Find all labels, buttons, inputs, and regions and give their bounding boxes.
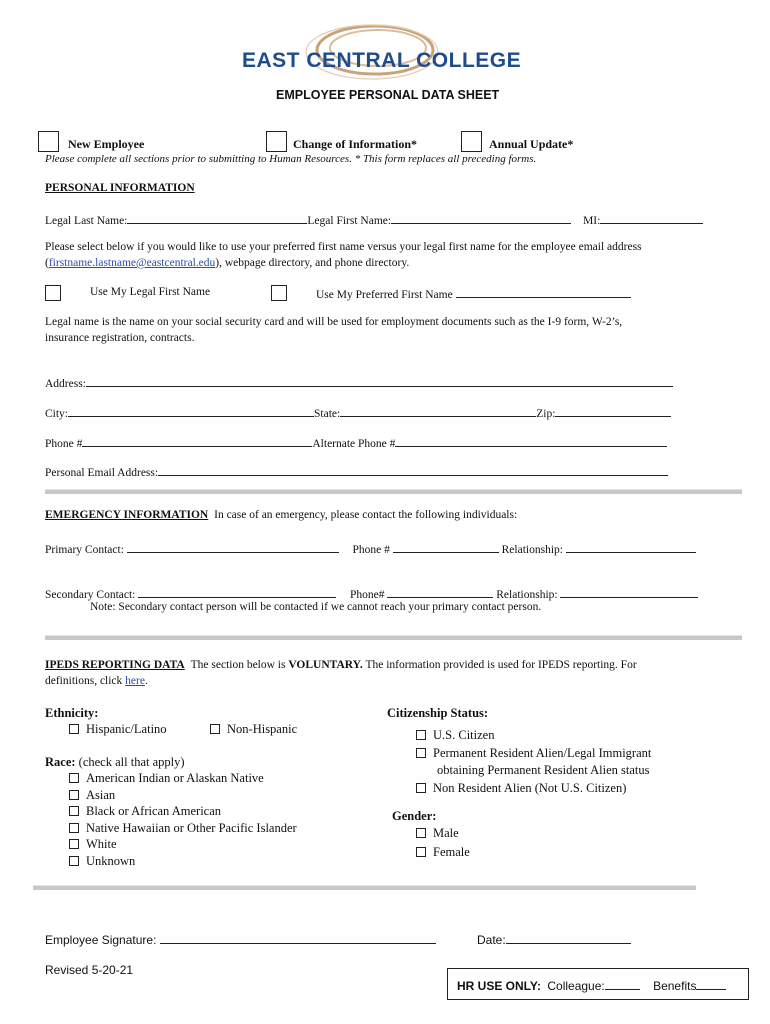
race-heading bbox=[45, 755, 185, 770]
annual-update-label: Annual Update* bbox=[489, 137, 574, 151]
citizenship-continuation: obtaining Permanent Resident Alien status bbox=[437, 763, 650, 777]
primary-phone-label: Phone # bbox=[352, 544, 390, 556]
checkbox-icon[interactable] bbox=[416, 730, 426, 740]
use-preferred-row bbox=[316, 286, 631, 301]
form-instructions: Please complete all sections prior to submitting to Human Resources. * This form replaces all preceding forms. bbox=[45, 153, 537, 165]
ethnicity-option-label: Non-Hispanic bbox=[227, 722, 298, 736]
hr-use-box bbox=[447, 968, 749, 1000]
citizenship-option-label: Permanent Resident Alien/Legal Immigrant bbox=[433, 746, 652, 760]
preferred-name-text-2: ), webpage directory, and phone directory. bbox=[215, 257, 410, 269]
last-name-label: Legal Last Name: bbox=[45, 215, 128, 227]
race-option-label: Black or African American bbox=[86, 804, 222, 818]
address-label: Address: bbox=[45, 378, 86, 390]
preferred-name-line-2 bbox=[45, 257, 409, 269]
use-preferred-label: Use My Preferred First Name bbox=[316, 289, 453, 301]
checkbox-icon[interactable] bbox=[416, 828, 426, 838]
personal-info-heading: PERSONAL INFORMATION bbox=[45, 182, 195, 194]
date-label: Date: bbox=[477, 933, 506, 947]
zip-label: Zip: bbox=[536, 408, 556, 420]
race-option-label: White bbox=[86, 837, 117, 851]
race-option[interactable] bbox=[69, 804, 297, 821]
first-name-label: Legal First Name: bbox=[307, 215, 392, 227]
email-label: Personal Email Address: bbox=[45, 467, 159, 479]
checkbox-icon[interactable] bbox=[210, 724, 220, 734]
revised-date: Revised 5-20-21 bbox=[45, 963, 134, 977]
benefits-field[interactable] bbox=[696, 978, 726, 990]
secondary-contact-field[interactable] bbox=[138, 586, 336, 598]
race-option[interactable] bbox=[69, 788, 297, 805]
gender-option-label: Male bbox=[433, 826, 459, 840]
primary-phone-field[interactable] bbox=[393, 541, 499, 553]
race-option[interactable] bbox=[69, 854, 297, 871]
checkbox-icon[interactable] bbox=[69, 773, 79, 783]
race-option[interactable] bbox=[69, 771, 297, 788]
date-row bbox=[477, 932, 631, 947]
new-employee-checkbox[interactable] bbox=[38, 131, 59, 152]
race-option-label: American Indian or Alaskan Native bbox=[86, 771, 264, 785]
citizenship-option-label: Non Resident Alien (Not U.S. Citizen) bbox=[433, 781, 627, 795]
emergency-intro: In case of an emergency, please contact the following individuals: bbox=[214, 509, 518, 521]
hr-use-row bbox=[457, 978, 726, 993]
state-field[interactable] bbox=[340, 405, 536, 417]
preferred-open: ( bbox=[45, 257, 49, 269]
colleague-field[interactable] bbox=[605, 978, 640, 990]
ipeds-intro-2: The information provided is used for IPEDS reporting. For bbox=[365, 659, 637, 671]
ipeds-heading: IPEDS REPORTING DATA bbox=[45, 659, 185, 671]
secondary-contact-note: Note: Secondary contact person will be contacted if we cannot reach your primary contact person. bbox=[90, 601, 542, 613]
secondary-contact-row bbox=[45, 586, 698, 601]
race-note: (check all that apply) bbox=[78, 755, 185, 769]
state-label: State: bbox=[314, 408, 341, 420]
signature-field[interactable] bbox=[160, 932, 436, 944]
preferred-name-text-1: Please select below if you would like to use your preferred first name versus your legal first name for the employee email address bbox=[45, 241, 642, 253]
ipeds-intro-1: The section below is bbox=[190, 659, 286, 671]
benefits-label: Benefits bbox=[653, 979, 697, 993]
legal-name-note-2: insurance registration, contracts. bbox=[45, 332, 195, 344]
alt-phone-label: Alternate Phone # bbox=[312, 438, 396, 450]
new-employee-label: New Employee bbox=[68, 137, 145, 151]
secondary-relationship-field[interactable] bbox=[560, 586, 698, 598]
checkbox-icon[interactable] bbox=[69, 790, 79, 800]
secondary-phone-label: Phone# bbox=[350, 589, 385, 601]
email-field[interactable] bbox=[158, 464, 668, 476]
checkbox-icon[interactable] bbox=[69, 806, 79, 816]
secondary-relationship-label: Relationship: bbox=[496, 589, 558, 601]
race-option[interactable] bbox=[69, 821, 297, 838]
legal-name-row bbox=[45, 212, 703, 227]
ipeds-intro-3: definitions, click bbox=[45, 675, 123, 687]
email-format-link[interactable]: firstname.lastname@eastcentral.edu bbox=[48, 257, 216, 269]
ipeds-voluntary: VOLUNTARY. bbox=[288, 659, 363, 671]
citizenship-option-label: U.S. Citizen bbox=[433, 728, 495, 742]
race-option[interactable] bbox=[69, 837, 297, 854]
definitions-period: . bbox=[144, 675, 148, 687]
citizenship-option-nonresident[interactable] bbox=[416, 781, 626, 796]
city-label: City: bbox=[45, 408, 69, 420]
address-field[interactable] bbox=[86, 375, 673, 387]
use-legal-label: Use My Legal First Name bbox=[90, 286, 211, 298]
city-row bbox=[45, 405, 671, 420]
secondary-phone-field[interactable] bbox=[387, 586, 493, 598]
definitions-link[interactable]: here bbox=[125, 675, 145, 687]
checkbox-icon[interactable] bbox=[69, 839, 79, 849]
primary-contact-row bbox=[45, 541, 696, 556]
zip-field[interactable] bbox=[555, 405, 671, 417]
emergency-heading-row bbox=[45, 509, 517, 521]
phone-field[interactable] bbox=[82, 435, 312, 447]
ipeds-definitions-row bbox=[45, 675, 148, 687]
ethnicity-option-label: Hispanic/Latino bbox=[86, 722, 167, 736]
city-field[interactable] bbox=[68, 405, 314, 417]
gender-option-male[interactable] bbox=[416, 826, 459, 841]
signature-row bbox=[45, 932, 436, 947]
hr-use-label: HR USE ONLY: bbox=[457, 979, 542, 993]
colleague-label: Colleague: bbox=[547, 979, 605, 993]
checkbox-icon[interactable] bbox=[416, 847, 426, 857]
signature-label: Employee Signature: bbox=[45, 933, 157, 947]
form-title: EMPLOYEE PERSONAL DATA SHEET bbox=[276, 88, 500, 102]
primary-relationship-label: Relationship: bbox=[501, 544, 563, 556]
legal-name-note-1: Legal name is the name on your social security card and will be used for employment documents such as the I-9 form, W-2’s, bbox=[45, 316, 623, 328]
annual-update-checkbox[interactable] bbox=[461, 131, 482, 152]
address-row bbox=[45, 375, 673, 390]
gender-option-female[interactable] bbox=[416, 845, 470, 860]
checkbox-icon[interactable] bbox=[69, 856, 79, 866]
mi-field[interactable] bbox=[600, 212, 703, 224]
section-divider-1 bbox=[45, 489, 742, 494]
checkbox-icon[interactable] bbox=[416, 783, 426, 793]
phone-row bbox=[45, 435, 667, 450]
ipeds-heading-row bbox=[45, 659, 637, 671]
gender-option-label: Female bbox=[433, 845, 470, 859]
primary-contact-field[interactable] bbox=[127, 541, 339, 553]
primary-contact-label: Primary Contact: bbox=[45, 544, 124, 556]
race-option-label: Native Hawaiian or Other Pacific Islander bbox=[86, 820, 297, 835]
section-divider-3 bbox=[33, 885, 696, 890]
ethnicity-option-hispanic[interactable] bbox=[69, 722, 167, 737]
primary-relationship-field[interactable] bbox=[566, 541, 696, 553]
last-name-field[interactable] bbox=[127, 212, 307, 224]
use-legal-checkbox[interactable] bbox=[45, 285, 61, 301]
email-row bbox=[45, 464, 668, 479]
section-divider-2 bbox=[45, 635, 742, 640]
citizenship-option-us[interactable] bbox=[416, 728, 494, 743]
ethnicity-option-non-hispanic[interactable] bbox=[210, 722, 297, 737]
use-preferred-checkbox[interactable] bbox=[271, 285, 287, 301]
secondary-contact-label: Secondary Contact: bbox=[45, 589, 136, 601]
change-info-checkbox[interactable] bbox=[266, 131, 287, 152]
citizenship-label: Citizenship Status: bbox=[387, 706, 489, 720]
ethnicity-label: Ethnicity: bbox=[45, 706, 99, 720]
checkbox-icon[interactable] bbox=[416, 748, 426, 758]
change-info-label: Change of Information* bbox=[293, 137, 418, 151]
gender-label: Gender: bbox=[392, 809, 437, 823]
checkbox-icon[interactable] bbox=[69, 823, 79, 833]
emergency-heading: EMERGENCY INFORMATION bbox=[45, 509, 209, 521]
race-option-label: Asian bbox=[86, 787, 116, 802]
phone-label: Phone # bbox=[45, 438, 83, 450]
mi-label: MI: bbox=[583, 215, 601, 227]
checkbox-icon[interactable] bbox=[69, 724, 79, 734]
college-name: EAST CENTRAL COLLEGE bbox=[242, 49, 522, 72]
preferred-name-field[interactable] bbox=[456, 286, 631, 298]
race-options bbox=[69, 771, 297, 870]
race-option-label: Unknown bbox=[86, 853, 136, 868]
first-name-field[interactable] bbox=[391, 212, 571, 224]
citizenship-option-resident[interactable] bbox=[416, 746, 651, 761]
race-label: Race: bbox=[45, 755, 76, 769]
date-field[interactable] bbox=[506, 932, 631, 944]
alt-phone-field[interactable] bbox=[395, 435, 667, 447]
